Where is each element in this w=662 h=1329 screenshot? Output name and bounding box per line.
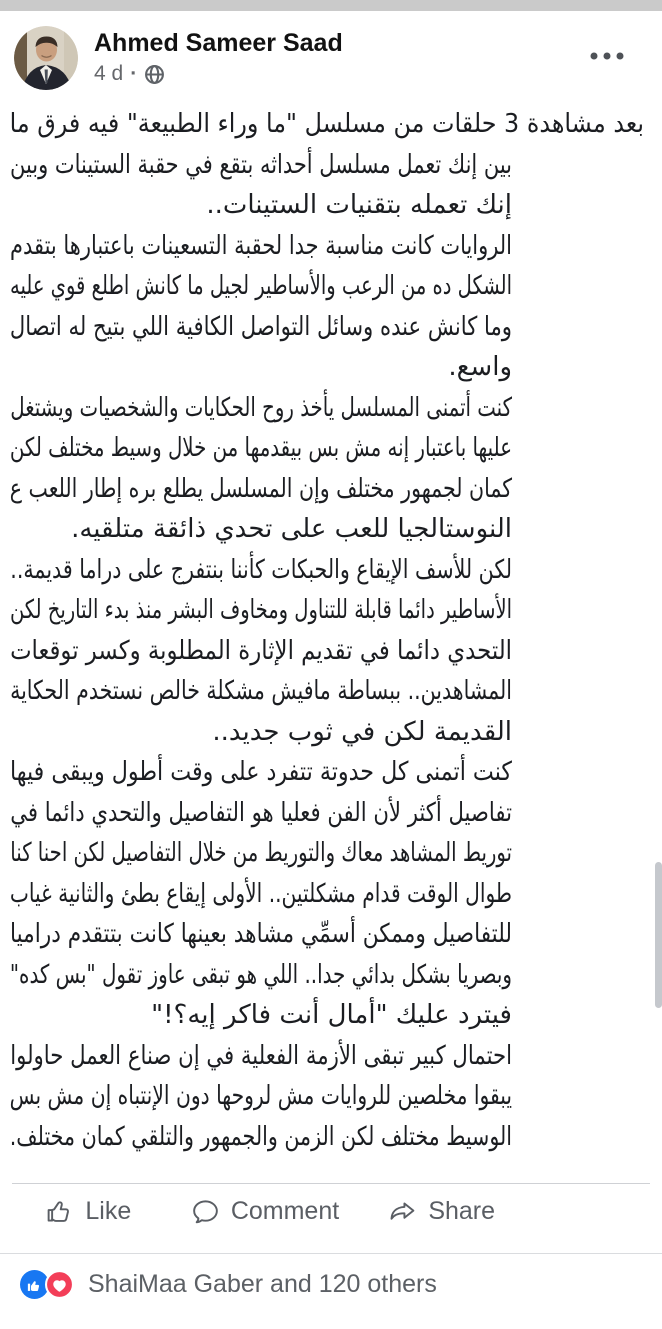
post-text-line: وبصريا بشكل بدائي جدا.. اللي هو تبقى عاوز تقول "بس كده"	[9, 959, 513, 990]
like-label: Like	[85, 1197, 132, 1225]
post-text-line: كنت أتمنى كل حدوتة تتفرد على وقت أطول ويبقى فيها	[9, 757, 512, 787]
post-text-line: كمان لجمهور مختلف وإن المسلسل يطلع بره إطار اللعب ع	[9, 473, 512, 504]
post-text-line: طوال الوقت قدام مشكلتين.. الأولى إيقاع بطئ والثانية غياب	[9, 878, 513, 909]
share-button[interactable]	[353, 1196, 530, 1227]
comment-label: Comment	[230, 1197, 340, 1225]
thumbs-up-icon	[45, 1197, 74, 1226]
post-text-line: واسع.	[448, 352, 512, 382]
post-text-line: النوستالجيا للعب على تحدي ذائقة متلقيه.	[71, 514, 512, 544]
like-button[interactable]	[0, 1196, 177, 1227]
post-text-line: توريط المشاهد معاك والتوريط من خلال التفاصيل لكن احنا كنا	[10, 838, 512, 868]
share-arrow-icon	[388, 1197, 417, 1226]
post-header	[14, 26, 648, 90]
post-text-line: الأساطير دائما قابلة للتناول ومخاوف البشر منذ بدء التاريخ لكن	[9, 595, 513, 625]
post-text-line: التحدي دائما في تقديم الإثارة المطلوبة وكسر توقعات	[10, 635, 512, 666]
post-text-line: بين إنك تعمل مسلسل أحداثه بتقع في حقبة الستينات وبين	[10, 149, 512, 180]
reactions-summary[interactable]	[0, 1254, 662, 1299]
post-text-line: يبقوا مخلصين للروايات مش لروحها دون الإنتباه إن مش بس	[9, 1081, 513, 1111]
meta-separator: ·	[130, 62, 138, 85]
timestamp: 4 d	[94, 62, 124, 85]
post-text-line: لكن للأسف الإيقاع والحبكات كأننا بنتفرج على دراما قديمة..	[10, 554, 512, 585]
action-bar	[0, 1184, 530, 1239]
post-text-line: عليها باعتبار إنه مش بس بيقدمها من خلال وسيط مختلف لكن	[9, 433, 512, 463]
comment-button[interactable]	[177, 1196, 354, 1227]
avatar[interactable]	[14, 26, 78, 90]
post-text-line: الشكل ده من الرعب والأساطير لجيل ما كانش اطلع قوي عليه	[10, 271, 512, 301]
post-text-line: كنت أتمنى المسلسل يأخذ روح الحكايات والشخصيات ويشتغل	[10, 392, 512, 423]
globe-icon	[144, 64, 165, 85]
post-text-line: الروايات كانت مناسبة جدا لحقبة التسعينات باعتبارها بتقدم	[10, 230, 512, 261]
post-text-line: احتمال كبير تبقى الأزمة الفعلية في إن صناع العمل حاولوا	[10, 1040, 513, 1071]
post-text	[0, 104, 662, 1157]
post-text-line: بعد مشاهدة 3 حلقات من مسلسل "ما وراء الطبيعة" فيه فرق ما	[9, 109, 644, 139]
post-text-line: للتفاصيل وممكن أسمِّي مشاهد بعينها كانت بتتقدم دراميا	[9, 919, 512, 949]
post-text-line: فيترد عليك "أمال أنت فاكر إيه؟!"	[151, 1000, 512, 1030]
post-text-line: إنك تعمله بتقنيات الستينات..	[206, 190, 512, 220]
post-text-line: القديمة لكن في ثوب جديد..	[212, 716, 512, 747]
more-options-button[interactable]	[580, 38, 634, 73]
post-card	[0, 26, 662, 1299]
post-text-line: الوسيط مختلف لكن الزمن والجمهور والتلقي كمان مختلف.	[9, 1121, 512, 1152]
post-text-line: تفاصيل أكثر لأن الفن فعليا هو التفاصيل والتحدي دائما في	[10, 797, 513, 828]
scrollbar[interactable]	[655, 862, 662, 1008]
reactions-text: ShaiMaa Gaber and 120 others	[88, 1270, 437, 1298]
three-dots-icon	[590, 48, 624, 63]
header-text	[94, 26, 343, 86]
avatar-photo	[14, 26, 78, 90]
author-name[interactable]: Ahmed Sameer Saad	[94, 29, 343, 57]
share-label: Share	[428, 1197, 496, 1225]
post-meta[interactable]	[94, 62, 343, 86]
status-bar	[0, 0, 662, 11]
post-text-line: وما كانش عنده وسائل التواصل الكافية اللي بتيح له اتصال	[9, 311, 512, 342]
love-reaction-icon	[45, 1270, 74, 1299]
post-text-line: المشاهدين.. ببساطة مافيش مشكلة خالص نستخدم الحكاية	[10, 676, 512, 706]
comment-bubble-icon	[191, 1197, 220, 1226]
